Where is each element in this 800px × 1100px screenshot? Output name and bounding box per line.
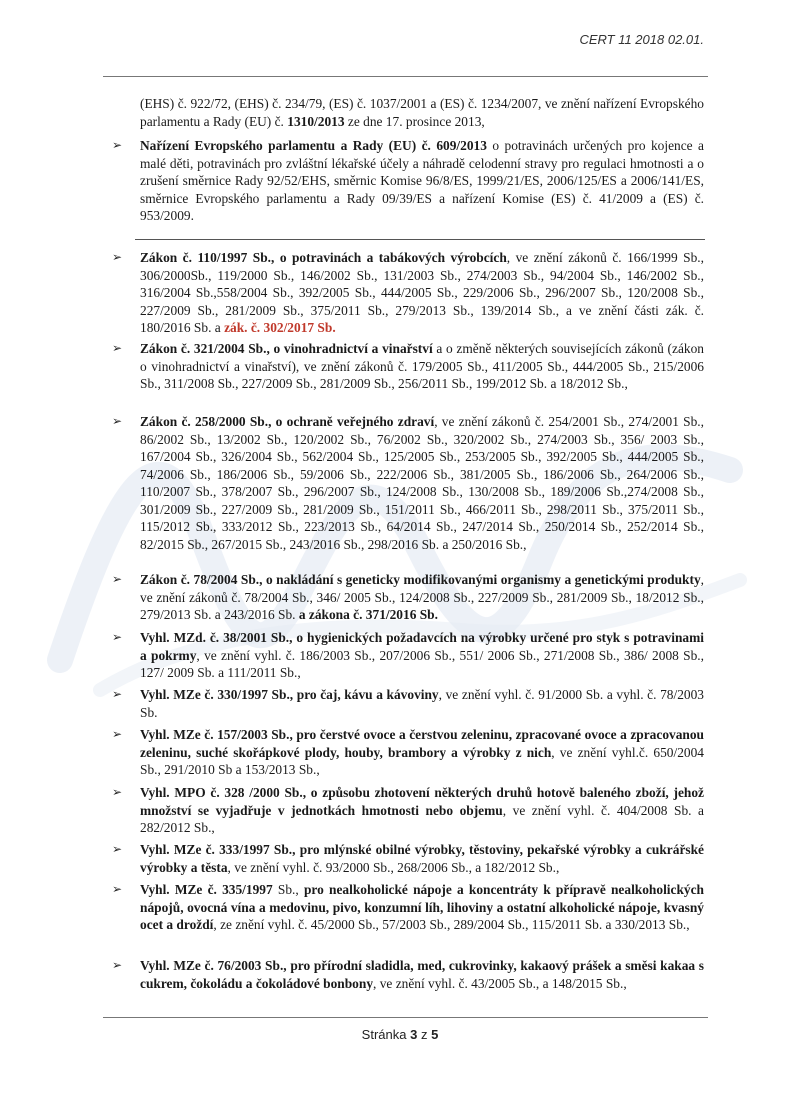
arrowhead-bullet-icon: ➢ <box>112 138 123 152</box>
arrowhead-bullet-icon: ➢ <box>112 958 123 972</box>
list-item: ➢ Vyhl. MZe č. 157/2003 Sb., pro čerstvé ovoce a čerstvou zeleninu, zpracované ovoce a zpracovanou zeleninu, suché skořápkové plody, houby, brambory a výrobky z nich, ve znění vyhl.č. 650/2004 Sb., 291/2010 Sb a 153/2013 Sb., <box>112 727 704 777</box>
arrowhead-bullet-icon: ➢ <box>112 687 123 701</box>
list-item: ➢ Vyhl. MZe č. 330/1997 Sb., pro čaj, kávu a kávoviny, ve znění vyhl. č. 91/2000 Sb. a vyhl. č. 78/2003 Sb. <box>112 687 704 720</box>
list-item: ➢ Zákon č. 258/2000 Sb., o ochraně veřejného zdraví, ve znění zákonů č. 254/2001 Sb., 274/2001 Sb., 86/2002 Sb., 13/2002 Sb., 120/2002 Sb., 76/2002 Sb., 320/2002 Sb., 274/2003 Sb., 356/ 2003 Sb., 167/2004 Sb., 326/2004 Sb., 562/2004 Sb., 125/2005 Sb., 253/2005 Sb., 392/2005 Sb., 444/2005 Sb., 74/2006 Sb., 186/2006 Sb., 59/2006 Sb., 222/2006 Sb., 381/2005 Sb., 186/2006 Sb., 264/2006 Sb., 110/2007 Sb., 378/2007 Sb., 296/2007 Sb., 124/2008 Sb., 130/2008 Sb., 189/2006 Sb.,274/2008 Sb., 301/2009 Sb., 227/2009 Sb., 281/2009 Sb., 151/2011 Sb., 466/2011 Sb., 298/2011 Sb., 375/2011 Sb., 115/2012 Sb., 333/2012 Sb., 223/2013 Sb., 64/2014 Sb., 247/2014 Sb., 250/2014 Sb., 252/2014 Sb., 82/2015 Sb., 267/2015 Sb., 243/2016 Sb., 298/2016 Sb. a 250/2016 Sb., <box>112 414 704 552</box>
arrowhead-bullet-icon: ➢ <box>112 414 123 428</box>
list-item: ➢ Vyhl. MZe č. 76/2003 Sb., pro přírodní sladidla, med, cukrovinky, kakaový prášek a směsi kakaa s cukrem, čokoládu a čokoládové bonbony, ve znění vyhl. č. 43/2005 Sb., a 148/2015 Sb., <box>112 958 704 991</box>
list-item: ➢ Vyhl. MZe č. 333/1997 Sb., pro mlýnské obilné výrobky, těstoviny, pekařské výrobky a cukrářské výrobky a těsta, ve znění vyhl. č. 93/2000 Sb., 268/2006 Sb., a 182/2012 Sb., <box>112 842 704 875</box>
list-item: ➢ Zákon č. 321/2004 Sb., o vinohradnictví a vinařství a o změně některých souvisejících zákonů (zákon o vinohradnictví a vinařství), ve znění zákonů č. 179/2005 Sb., 411/2005 Sb., 444/2005 Sb., 215/2006 Sb., 311/2008 Sb., 227/2009 Sb., 281/2009 Sb., 256/2011 Sb., 199/2012 Sb. a 18/2012 Sb., <box>112 341 704 391</box>
list-item: ➢ Zákon č. 78/2004 Sb., o nakládání s geneticky modifikovanými organismy a genetickými produkty, ve znění zákonů č. 78/2004 Sb., 346/ 2005 Sb., 124/2008 Sb., 227/2009 Sb., 281/2009 Sb., 18/2012 Sb., 279/2013 Sb. a 243/2016 Sb. a zákona č. 371/2016 Sb. <box>112 572 704 622</box>
arrowhead-bullet-icon: ➢ <box>112 341 123 355</box>
header-rule <box>103 76 708 77</box>
footer-rule <box>103 1017 708 1018</box>
continuation-paragraph: (EHS) č. 922/72, (EHS) č. 234/79, (ES) č. 1037/2001 a (ES) č. 1234/2007, ve znění nařízení Evropského parlamentu a Rady (EU) č. 1310/2013 ze dne 17. prosince 2013, <box>140 96 704 129</box>
list-item: ➢ Zákon č. 110/1997 Sb., o potravinách a tabákových výrobcích, ve znění zákonů č. 166/1999 Sb., 306/2000Sb., 119/2000 Sb., 146/2002 Sb., 131/2003 Sb., 274/2003 Sb., 94/2004 Sb., 146/2002 Sb., 316/2004 Sb.,558/2004 Sb., 392/2005 Sb., 444/2005 Sb., 229/2006 Sb., 296/2007 Sb., 120/2008 Sb., 227/2009 Sb., 281/2009 Sb., 375/2011 Sb., 279/2013 Sb., 139/2014 Sb., a ve znění části zák. č. 180/2016 Sb. a zák. č. 302/2017 Sb. <box>112 250 704 335</box>
list-item: ➢ Vyhl. MPO č. 328 /2000 Sb., o způsobu zhotovení některých druhů hotově baleného zboží, jehož množství se vyjadřuje v jednotkách hmotnosti nebo objemu, ve znění vyhl. č. 404/2008 Sb. a 282/2012 Sb., <box>112 785 704 835</box>
list-item: ➢ Nařízení Evropského parlamentu a Rady (EU) č. 609/2013 o potravinách určených pro kojence a malé děti, potravinách pro zvláštní lékařské účely a náhradě celodenní stravy pro regulaci hmotnosti a o zrušení směrnice Rady 92/52/EHS, směrnic Komise 96/8/ES, 1999/21/ES, 2006/125/ES a 2006/141/ES, směrnice Evropského parlamentu a Rady 09/39/ES a nařízení Komise (ES) č. 41/2009 a (ES) č. 953/2009. <box>112 138 704 223</box>
arrowhead-bullet-icon: ➢ <box>112 842 123 856</box>
document-code: CERT 11 2018 02.01. <box>579 32 704 47</box>
arrowhead-bullet-icon: ➢ <box>112 630 123 644</box>
list-item: ➢ Vyhl. MZe č. 335/1997 Sb., pro nealkoholické nápoje a koncentráty k přípravě nealkoholických nápojů, ovocná vína a medovinu, pivo, konzumní líh, lihoviny a ostatní alkoholické nápoje, kvasný ocet a droždí, ze znění vyhl. č. 45/2000 Sb., 57/2003 Sb., 289/2004 Sb., 115/2011 Sb. a 330/2013 Sb., <box>112 882 704 932</box>
arrowhead-bullet-icon: ➢ <box>112 882 123 896</box>
arrowhead-bullet-icon: ➢ <box>112 572 123 586</box>
list-item: ➢ Vyhl. MZd. č. 38/2001 Sb., o hygienických požadavcích na výrobky určené pro styk s potravinami a pokrmy, ve znění vyhl. č. 186/2003 Sb., 207/2006 Sb., 551/ 2006 Sb., 271/2008 Sb., 386/ 2008 Sb., 127/ 2009 Sb. a 111/2011 Sb., <box>112 630 704 680</box>
arrowhead-bullet-icon: ➢ <box>112 727 123 741</box>
arrowhead-bullet-icon: ➢ <box>112 250 123 264</box>
page-number: Stránka 3 z 5 <box>361 1027 439 1042</box>
arrowhead-bullet-icon: ➢ <box>112 785 123 799</box>
highlighted-law-reference: zák. č. 302/2017 Sb. <box>224 320 336 335</box>
section-divider <box>135 239 705 240</box>
